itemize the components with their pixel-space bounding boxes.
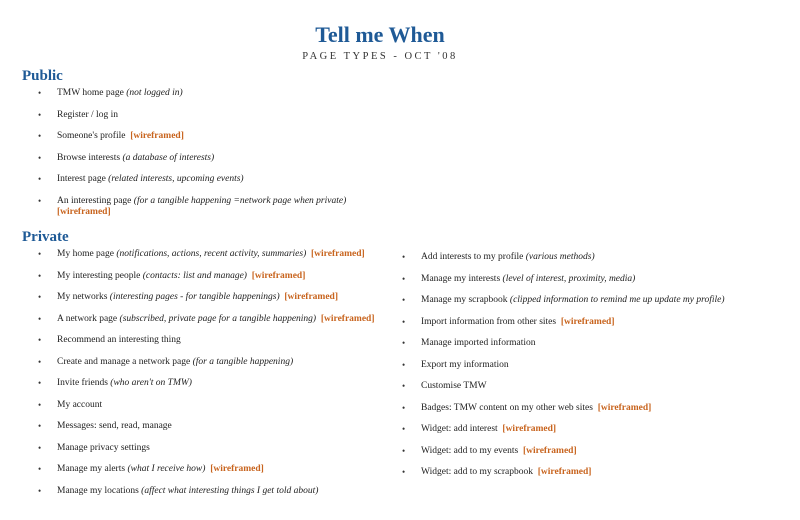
wireframed-tag: [wireframed]	[502, 424, 557, 434]
page-subtitle: PAGE TYPES - OCT '08	[302, 51, 458, 62]
list-item	[38, 400, 398, 412]
list-item	[402, 274, 782, 286]
item-note: (various methods)	[525, 252, 595, 262]
list-item	[402, 381, 782, 393]
item-label: Manage my interests	[421, 273, 501, 284]
item-label: Browse interests	[57, 152, 121, 163]
list-item	[402, 295, 782, 307]
list-item	[38, 131, 398, 143]
list-item	[38, 271, 398, 283]
wireframed-tag: [wireframed]	[560, 316, 615, 327]
item-label: Export my information	[421, 359, 509, 370]
wireframed-tag: [wireframed]	[57, 207, 111, 217]
list-item	[38, 357, 398, 369]
item-label: Add interests to my profile	[421, 252, 524, 262]
item-label: My account	[57, 399, 103, 410]
private-right-list	[402, 252, 782, 479]
list-item	[38, 110, 398, 122]
list-item	[38, 196, 398, 219]
item-label: Interest page	[57, 174, 106, 184]
item-label: Widget: add to my events	[421, 445, 519, 456]
item-note: (who aren't on TMW)	[110, 378, 192, 388]
item-note: (affect what interesting things I get told about)	[141, 485, 319, 496]
item-label: Manage imported information	[421, 338, 536, 348]
item-label: Manage my alerts	[57, 464, 126, 474]
list-item	[402, 467, 782, 479]
item-label: TMW home page	[57, 88, 124, 98]
item-note: (not logged in)	[126, 88, 183, 98]
list-item	[38, 378, 398, 390]
item-label: Register / log in	[57, 109, 118, 120]
wireframed-tag: [wireframed]	[251, 270, 306, 281]
item-note: (clipped information to remind me up update my profile)	[509, 295, 725, 305]
item-label: Manage privacy settings	[57, 442, 150, 453]
list-item	[38, 292, 398, 304]
wireframed-tag: [wireframed]	[284, 292, 339, 302]
item-label: My networks	[57, 292, 108, 302]
list-item	[38, 335, 398, 347]
public-list	[38, 88, 398, 219]
item-note: (notifications, actions, recent activity, summaries)	[116, 249, 307, 259]
private-heading: Private	[22, 229, 69, 245]
list-item	[38, 443, 398, 455]
list-item	[402, 252, 782, 264]
list-item	[402, 424, 782, 436]
item-label: Invite friends	[57, 378, 108, 388]
item-note: (interesting pages - for tangible happenings)	[109, 292, 280, 302]
item-note: (subscribed, private page for a tangible happening)	[119, 313, 317, 324]
list-item	[38, 421, 398, 433]
item-label: Messages: send, read, manage	[57, 421, 172, 431]
list-item	[402, 446, 782, 458]
wireframed-tag: [wireframed]	[130, 131, 184, 141]
wireframed-tag: [wireframed]	[537, 467, 592, 477]
wireframed-tag: [wireframed]	[523, 445, 577, 456]
item-note: (contacts: list and manage)	[142, 270, 247, 281]
item-label: Widget: add interest	[421, 424, 498, 434]
wireframed-tag: [wireframed]	[597, 402, 652, 413]
list-item	[38, 153, 398, 165]
list-item	[38, 88, 398, 100]
item-label: Badges: TMW content on my other web sites	[421, 402, 593, 413]
item-note: (what I receive how)	[127, 464, 206, 474]
item-label: Customise TMW	[421, 381, 487, 391]
item-label: Import information from other sites	[421, 316, 557, 327]
list-item	[38, 249, 398, 261]
item-label: Someone's profile	[57, 131, 126, 141]
wireframed-tag: [wireframed]	[311, 249, 365, 259]
public-heading: Public	[22, 68, 63, 84]
item-label: Create and manage a network page	[57, 356, 191, 367]
item-note: (a database of interests)	[122, 152, 215, 163]
item-label: Recommend an interesting thing	[57, 335, 181, 345]
list-item	[402, 317, 782, 329]
private-left-list	[38, 249, 398, 497]
wireframed-tag: [wireframed]	[210, 464, 264, 474]
list-item	[38, 486, 398, 498]
item-label: My interesting people	[57, 270, 141, 281]
item-note: (level of interest, proximity, media)	[502, 273, 636, 284]
item-note: (for a tangible happening =network page when private)	[133, 195, 347, 206]
list-item	[402, 338, 782, 350]
list-item	[402, 403, 782, 415]
item-label: A network page	[57, 313, 118, 324]
item-label: Widget: add to my scrapbook	[421, 467, 534, 477]
list-item	[38, 174, 398, 186]
wireframed-tag: [wireframed]	[320, 313, 375, 324]
item-label: An interesting page	[57, 195, 132, 206]
item-label: Manage my locations	[57, 485, 139, 496]
item-note: (related interests, upcoming events)	[108, 174, 244, 184]
item-note: (for a tangible happening)	[192, 356, 294, 367]
list-item	[402, 360, 782, 372]
list-item	[38, 314, 398, 326]
item-label: Manage my scrapbook	[421, 295, 508, 305]
page-title: Tell me When	[315, 22, 445, 47]
item-label: My home page	[57, 249, 114, 259]
list-item	[38, 464, 398, 476]
